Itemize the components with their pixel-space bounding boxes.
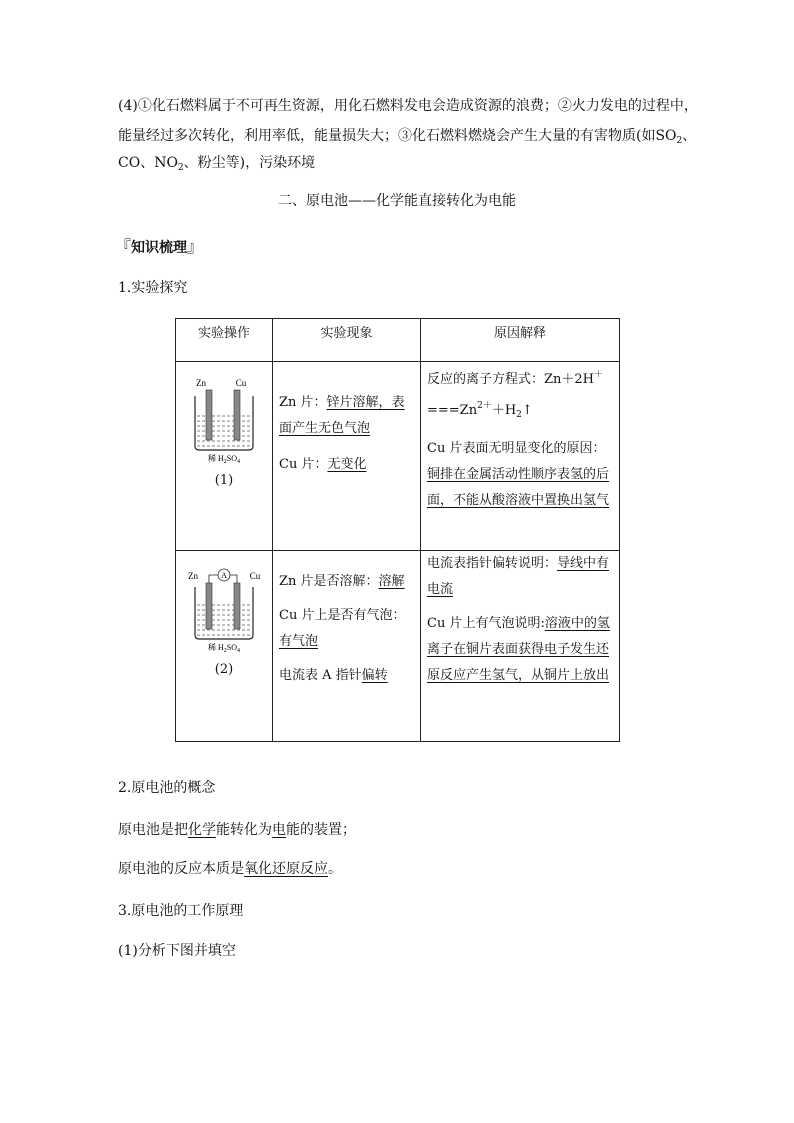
beaker-icon bbox=[195, 396, 253, 450]
phenomenon-cu-answer: 无变化 bbox=[327, 457, 367, 472]
reason-answer: 铜排在金属活动性顺序表氢的后面，不能从酸溶液中置换出氢气 bbox=[427, 467, 610, 508]
figure-number-2: (2) bbox=[214, 662, 234, 677]
para4-line2-text: 能量经过多次转化，利用率低，能量损失大；③化石燃料燃烧会产生大量的有害物质(如SO bbox=[118, 128, 677, 144]
reason-prefix: Cu 片表面无明显变化的原因： bbox=[427, 441, 606, 456]
phenomenon-cu-bubbles bbox=[279, 603, 414, 655]
ammeter-label: A bbox=[221, 571, 227, 580]
zn-label: Zn bbox=[196, 378, 206, 388]
phenomenon-prefix: Cu 片上是否有气泡： bbox=[279, 608, 406, 623]
concept-line2 bbox=[118, 859, 342, 879]
concept1-b: 能转化为 bbox=[216, 822, 272, 838]
para4-line3-a: CO、NO bbox=[118, 155, 178, 171]
phenomenon-zn-dissolve bbox=[279, 569, 414, 595]
explain-answer: 溶液中的氢离子在铜片表面获得电子发生还原反应产生氢气，从铜片上放出 bbox=[427, 616, 610, 683]
para4-line2-end: 、 bbox=[682, 128, 697, 144]
equation-prefix: 反应的离子方程式：Zn＋2H bbox=[427, 372, 595, 387]
equation-part-a: ===Zn bbox=[427, 403, 478, 418]
explain-prefix: 电流表指针偏转说明： bbox=[427, 556, 558, 571]
explain-answer: 导线中有电流 bbox=[427, 556, 610, 597]
header-phenomenon: 实验现象 bbox=[273, 319, 421, 362]
wire-right bbox=[230, 575, 237, 583]
table-row bbox=[176, 362, 620, 551]
operation-cell-1 bbox=[176, 362, 273, 551]
ionic-equation-line1 bbox=[427, 362, 613, 393]
equation-part-c: ↑ bbox=[521, 403, 533, 418]
concept2-answer: 氧化还原反应 bbox=[244, 861, 328, 877]
experiment-table bbox=[175, 318, 620, 742]
zn-label: Zn bbox=[188, 571, 198, 581]
item3-heading: 3.原电池的工作原理 bbox=[118, 903, 244, 919]
phenomenon-zn-prefix: Zn 片： bbox=[279, 395, 327, 410]
para4-line2 bbox=[118, 126, 696, 151]
explain-prefix: Cu 片上有气泡说明: bbox=[427, 616, 545, 631]
concept1-a: 原电池是把 bbox=[118, 822, 188, 838]
wire-left bbox=[209, 575, 218, 583]
equation-part-b: ＋H bbox=[491, 403, 517, 418]
phenomenon-cu-prefix: Cu 片： bbox=[279, 457, 328, 472]
para4-line2-sub: 2 bbox=[676, 136, 683, 146]
para4-line3 bbox=[118, 153, 315, 178]
concept2-b: 。 bbox=[328, 861, 342, 877]
beaker-icon bbox=[195, 587, 253, 639]
reason-cu bbox=[427, 436, 613, 514]
phenomenon-zn bbox=[279, 390, 414, 442]
solution-lines-icon bbox=[197, 416, 251, 446]
zn-electrode bbox=[206, 390, 212, 440]
phenomenon-cell-2 bbox=[273, 551, 421, 742]
header-operation: 实验操作 bbox=[176, 319, 273, 362]
cu-electrode bbox=[234, 390, 240, 440]
equation-sup1: ＋ bbox=[594, 370, 604, 380]
phenomenon-answer: 偏转 bbox=[361, 668, 388, 683]
item3-1: (1)分析下图并填空 bbox=[118, 943, 236, 959]
phenomenon-prefix: Zn 片是否溶解： bbox=[279, 574, 379, 589]
para4-line3-b: 、粉尘等)，污染环境 bbox=[183, 155, 316, 171]
item1-heading: 1.实验探究 bbox=[118, 280, 188, 296]
section-title: 二、原电池——化学能直接转化为电能 bbox=[278, 193, 516, 209]
explain-bubbles bbox=[427, 611, 613, 689]
beaker-diagram-2 bbox=[189, 565, 259, 653]
solution-label: 稀 $H_2SO_4$ bbox=[207, 454, 241, 465]
phenomenon-cu bbox=[279, 452, 414, 478]
concept1-answer1: 化学 bbox=[188, 822, 216, 838]
para4-line1: (4)①化石燃料属于不可再生资源，用化石燃料发电会造成资源的浪费；②火力发电的过程中， bbox=[118, 98, 698, 114]
header-explanation: 原因解释 bbox=[421, 319, 620, 362]
zn-electrode bbox=[206, 583, 212, 629]
table-row bbox=[176, 551, 620, 742]
cu-label: Cu bbox=[235, 378, 247, 388]
phenomenon-prefix: 电流表 A 指针 bbox=[279, 668, 362, 683]
ionic-equation-line2 bbox=[427, 393, 613, 428]
phenomenon-answer: 有气泡 bbox=[279, 634, 319, 649]
phenomenon-zn-answer: 锌片溶解，表面产生无色气泡 bbox=[279, 395, 405, 436]
operation-cell-2 bbox=[176, 551, 273, 742]
bracket-open: 『 bbox=[115, 237, 132, 256]
figure-number-1: (1) bbox=[214, 473, 234, 488]
explanation-cell-2 bbox=[421, 551, 620, 742]
explain-current bbox=[427, 551, 613, 603]
cu-electrode bbox=[234, 583, 240, 629]
concept2-a: 原电池的反应本质是 bbox=[118, 861, 244, 877]
solution-label: 稀 $H_2SO_4$ bbox=[207, 643, 241, 654]
item2-heading: 2.原电池的概念 bbox=[118, 780, 216, 796]
phenomenon-answer: 溶解 bbox=[378, 574, 405, 589]
concept1-answer2: 电 bbox=[272, 822, 286, 838]
phenomenon-cell-1 bbox=[273, 362, 421, 551]
knowledge-heading bbox=[115, 234, 203, 257]
knowledge-label: 知识梳理 bbox=[131, 240, 188, 256]
solution-lines-icon bbox=[197, 605, 251, 635]
beaker-diagram-1 bbox=[189, 376, 259, 464]
equation-sup2: 2＋ bbox=[477, 401, 492, 411]
explanation-cell-1 bbox=[421, 362, 620, 551]
bracket-close: 』 bbox=[187, 237, 204, 256]
para4-line3-sub: 2 bbox=[177, 163, 184, 173]
cu-label: Cu bbox=[249, 571, 261, 581]
concept-line1 bbox=[118, 820, 356, 840]
equation-sub: 2 bbox=[516, 410, 522, 420]
phenomenon-ammeter bbox=[279, 663, 414, 689]
concept1-c: 能的装置； bbox=[286, 822, 356, 838]
table-header-row bbox=[176, 319, 620, 362]
